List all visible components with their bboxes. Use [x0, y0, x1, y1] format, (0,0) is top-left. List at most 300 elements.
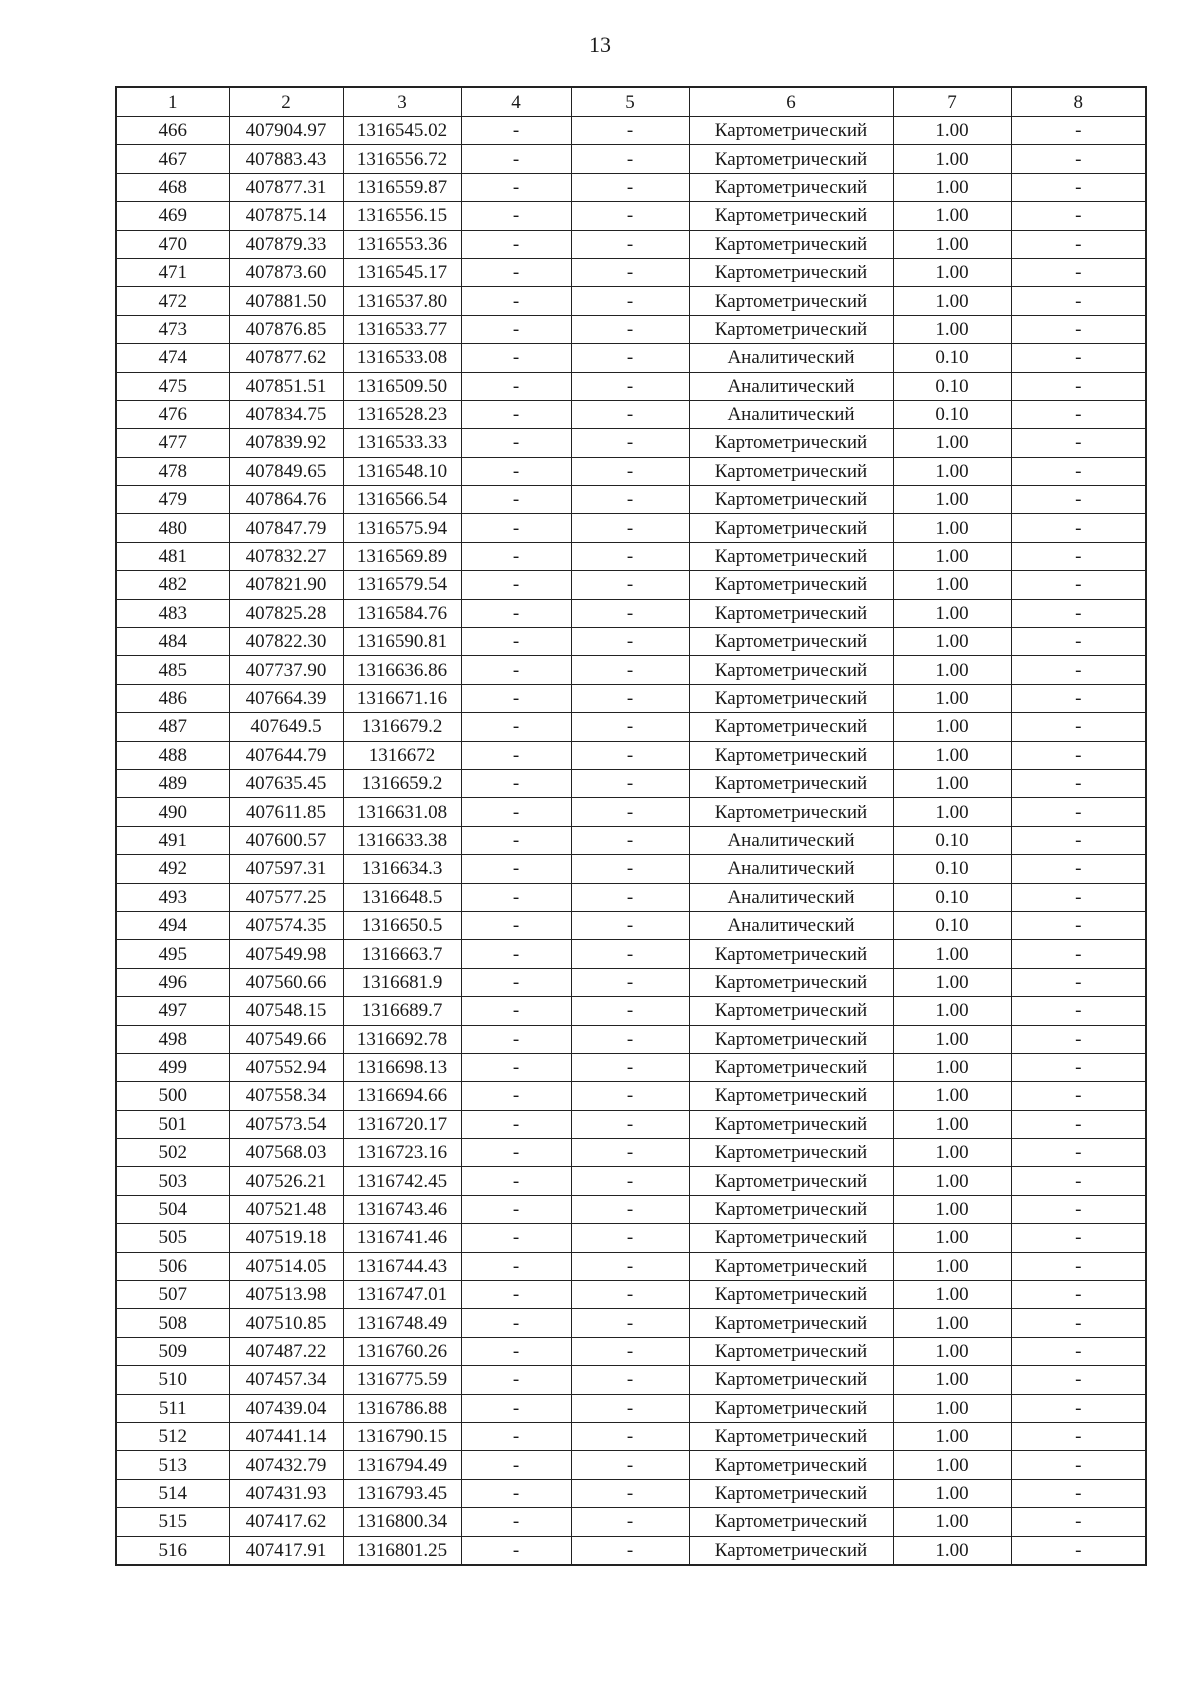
table-cell-col-1: 469: [116, 202, 229, 230]
table-cell-col-4: -: [461, 1479, 571, 1507]
table-cell-col-8: -: [1011, 911, 1146, 939]
table-cell-col-6: Картометрический: [689, 741, 893, 769]
table-cell-col-8: -: [1011, 1167, 1146, 1195]
table-cell-col-1: 502: [116, 1139, 229, 1167]
table-cell-col-1: 481: [116, 542, 229, 570]
table-cell-col-2: 407821.90: [229, 571, 343, 599]
table-cell-col-1: 509: [116, 1337, 229, 1365]
table-cell-col-3: 1316679.2: [343, 713, 461, 741]
table-cell-col-8: -: [1011, 315, 1146, 343]
table-cell-col-4: -: [461, 741, 571, 769]
table-cell-col-5: -: [571, 798, 689, 826]
table-cell-col-7: 1.00: [893, 968, 1011, 996]
table-cell-col-1: 495: [116, 940, 229, 968]
table-cell-col-1: 498: [116, 1025, 229, 1053]
table-cell-col-7: 1.00: [893, 997, 1011, 1025]
table-cell-col-4: -: [461, 1536, 571, 1565]
table-cell-col-5: -: [571, 542, 689, 570]
table-cell-col-1: 491: [116, 826, 229, 854]
table-cell-col-1: 510: [116, 1366, 229, 1394]
table-cell-col-4: -: [461, 599, 571, 627]
table-cell-col-3: 1316742.45: [343, 1167, 461, 1195]
table-cell-col-7: 1.00: [893, 1110, 1011, 1138]
table-row: [116, 1110, 1146, 1138]
table-cell-col-7: 1.00: [893, 1025, 1011, 1053]
table-cell-col-6: Картометрический: [689, 202, 893, 230]
table-cell-col-3: 1316743.46: [343, 1195, 461, 1223]
table-cell-col-5: -: [571, 117, 689, 145]
table-cell-col-1: 490: [116, 798, 229, 826]
table-cell-col-5: -: [571, 1167, 689, 1195]
table-row: [116, 1366, 1146, 1394]
table-row: [116, 1394, 1146, 1422]
table-cell-col-8: -: [1011, 1082, 1146, 1110]
table-cell-col-6: Аналитический: [689, 400, 893, 428]
table-cell-col-2: 407519.18: [229, 1224, 343, 1252]
table-cell-col-1: 512: [116, 1422, 229, 1450]
table-cell-col-7: 1.00: [893, 230, 1011, 258]
table-cell-col-3: 1316698.13: [343, 1053, 461, 1081]
table-cell-col-7: 1.00: [893, 287, 1011, 315]
table-cell-col-4: -: [461, 883, 571, 911]
table-cell-col-8: -: [1011, 372, 1146, 400]
table-cell-col-8: -: [1011, 656, 1146, 684]
table-cell-col-1: 479: [116, 486, 229, 514]
table-cell-col-3: 1316537.80: [343, 287, 461, 315]
table-cell-col-5: -: [571, 400, 689, 428]
table-cell-col-2: 407597.31: [229, 855, 343, 883]
table-cell-col-5: -: [571, 372, 689, 400]
table-cell-col-2: 407832.27: [229, 542, 343, 570]
table-cell-col-7: 0.10: [893, 372, 1011, 400]
table-cell-col-8: -: [1011, 798, 1146, 826]
table-row: [116, 258, 1146, 286]
table-cell-col-3: 1316545.02: [343, 117, 461, 145]
table-row: [116, 486, 1146, 514]
table-cell-col-3: 1316723.16: [343, 1139, 461, 1167]
table-cell-col-1: 505: [116, 1224, 229, 1252]
table-cell-col-7: 1.00: [893, 117, 1011, 145]
table-cell-col-8: -: [1011, 1337, 1146, 1365]
table-cell-col-5: -: [571, 741, 689, 769]
table-cell-col-2: 407847.79: [229, 514, 343, 542]
table-row: [116, 1025, 1146, 1053]
table-row: [116, 741, 1146, 769]
table-cell-col-6: Картометрический: [689, 1508, 893, 1536]
table-cell-col-3: 1316689.7: [343, 997, 461, 1025]
table-row: [116, 684, 1146, 712]
table-cell-col-2: 407513.98: [229, 1281, 343, 1309]
table-row: [116, 1309, 1146, 1337]
table-row: [116, 1281, 1146, 1309]
table-cell-col-3: 1316559.87: [343, 173, 461, 201]
table-cell-col-4: -: [461, 1366, 571, 1394]
table-cell-col-4: -: [461, 344, 571, 372]
table-cell-col-2: 407877.31: [229, 173, 343, 201]
table-cell-col-7: 1.00: [893, 798, 1011, 826]
table-cell-col-2: 407432.79: [229, 1451, 343, 1479]
table-cell-col-3: 1316556.15: [343, 202, 461, 230]
table-row: [116, 599, 1146, 627]
table-cell-col-3: 1316659.2: [343, 769, 461, 797]
table-cell-col-6: Картометрический: [689, 1139, 893, 1167]
column-header-3: 3: [343, 87, 461, 117]
table-cell-col-3: 1316631.08: [343, 798, 461, 826]
table-cell-col-1: 477: [116, 429, 229, 457]
table-cell-col-7: 1.00: [893, 1394, 1011, 1422]
table-cell-col-3: 1316793.45: [343, 1479, 461, 1507]
table-cell-col-3: 1316556.72: [343, 145, 461, 173]
table-cell-col-7: 1.00: [893, 1479, 1011, 1507]
table-cell-col-7: 1.00: [893, 1082, 1011, 1110]
column-header-4: 4: [461, 87, 571, 117]
table-cell-col-6: Картометрический: [689, 1025, 893, 1053]
table-cell-col-5: -: [571, 1281, 689, 1309]
table-cell-col-3: 1316590.81: [343, 628, 461, 656]
table-cell-col-2: 407825.28: [229, 599, 343, 627]
table-cell-col-5: -: [571, 628, 689, 656]
table-cell-col-1: 506: [116, 1252, 229, 1280]
table-cell-col-6: Картометрический: [689, 940, 893, 968]
table-cell-col-5: -: [571, 769, 689, 797]
table-row: [116, 1508, 1146, 1536]
table-row: [116, 173, 1146, 201]
table-cell-col-1: 478: [116, 457, 229, 485]
table-cell-col-2: 407417.91: [229, 1536, 343, 1565]
table-cell-col-6: Картометрический: [689, 542, 893, 570]
table-cell-col-5: -: [571, 315, 689, 343]
table-cell-col-8: -: [1011, 599, 1146, 627]
header-row: [116, 87, 1146, 117]
table-cell-col-2: 407439.04: [229, 1394, 343, 1422]
table-cell-col-7: 0.10: [893, 911, 1011, 939]
table-cell-col-8: -: [1011, 542, 1146, 570]
table-cell-col-5: -: [571, 1422, 689, 1450]
table-cell-col-7: 1.00: [893, 940, 1011, 968]
table-cell-col-7: 1.00: [893, 741, 1011, 769]
table-cell-col-1: 507: [116, 1281, 229, 1309]
table-cell-col-4: -: [461, 1082, 571, 1110]
table-row: [116, 1167, 1146, 1195]
table-cell-col-7: 1.00: [893, 258, 1011, 286]
table-cell-col-3: 1316692.78: [343, 1025, 461, 1053]
table-cell-col-4: -: [461, 1508, 571, 1536]
table-row: [116, 968, 1146, 996]
table-cell-col-2: 407635.45: [229, 769, 343, 797]
table-cell-col-7: 1.00: [893, 173, 1011, 201]
table-cell-col-6: Картометрический: [689, 287, 893, 315]
table-cell-col-7: 1.00: [893, 1053, 1011, 1081]
table-cell-col-4: -: [461, 429, 571, 457]
table-cell-col-6: Картометрический: [689, 315, 893, 343]
table-cell-col-4: -: [461, 997, 571, 1025]
table-cell-col-7: 0.10: [893, 855, 1011, 883]
table-cell-col-4: -: [461, 656, 571, 684]
table-cell-col-7: 1.00: [893, 542, 1011, 570]
table-cell-col-4: -: [461, 911, 571, 939]
table-cell-col-3: 1316548.10: [343, 457, 461, 485]
table-cell-col-3: 1316509.50: [343, 372, 461, 400]
table-cell-col-7: 1.00: [893, 769, 1011, 797]
table-cell-col-5: -: [571, 1479, 689, 1507]
table-cell-col-5: -: [571, 457, 689, 485]
table-cell-col-3: 1316671.16: [343, 684, 461, 712]
table-row: [116, 826, 1146, 854]
table-cell-col-8: -: [1011, 713, 1146, 741]
table-cell-col-4: -: [461, 145, 571, 173]
table-cell-col-5: -: [571, 1508, 689, 1536]
table-cell-col-4: -: [461, 1422, 571, 1450]
table-cell-col-3: 1316533.08: [343, 344, 461, 372]
table-cell-col-2: 407879.33: [229, 230, 343, 258]
table-row: [116, 1195, 1146, 1223]
table-cell-col-6: Картометрический: [689, 258, 893, 286]
table-cell-col-3: 1316663.7: [343, 940, 461, 968]
table-cell-col-5: -: [571, 202, 689, 230]
table-cell-col-5: -: [571, 883, 689, 911]
table-cell-col-3: 1316672: [343, 741, 461, 769]
table-cell-col-1: 501: [116, 1110, 229, 1138]
table-cell-col-2: 407526.21: [229, 1167, 343, 1195]
table-cell-col-6: Картометрический: [689, 798, 893, 826]
table-cell-col-5: -: [571, 599, 689, 627]
table-cell-col-4: -: [461, 514, 571, 542]
table-cell-col-6: Картометрический: [689, 1195, 893, 1223]
table-cell-col-7: 1.00: [893, 429, 1011, 457]
table-cell-col-5: -: [571, 1451, 689, 1479]
table-row: [116, 457, 1146, 485]
table-cell-col-2: 407514.05: [229, 1252, 343, 1280]
table-row: [116, 145, 1146, 173]
table-row: [116, 1479, 1146, 1507]
table-cell-col-8: -: [1011, 202, 1146, 230]
table-body: [116, 117, 1146, 1565]
table-cell-col-7: 1.00: [893, 656, 1011, 684]
table-cell-col-4: -: [461, 968, 571, 996]
table-cell-col-1: 485: [116, 656, 229, 684]
table-cell-col-2: 407883.43: [229, 145, 343, 173]
table-cell-col-8: -: [1011, 1110, 1146, 1138]
table-cell-col-7: 1.00: [893, 1451, 1011, 1479]
table-cell-col-1: 475: [116, 372, 229, 400]
table-cell-col-5: -: [571, 1366, 689, 1394]
table-cell-col-5: -: [571, 713, 689, 741]
table-cell-col-7: 0.10: [893, 826, 1011, 854]
table-cell-col-2: 407573.54: [229, 1110, 343, 1138]
table-cell-col-7: 1.00: [893, 684, 1011, 712]
table-cell-col-5: -: [571, 173, 689, 201]
table-row: [116, 1536, 1146, 1565]
table-cell-col-4: -: [461, 1451, 571, 1479]
table-cell-col-2: 407822.30: [229, 628, 343, 656]
table-cell-col-5: -: [571, 145, 689, 173]
table-cell-col-7: 1.00: [893, 1195, 1011, 1223]
table-cell-col-2: 407849.65: [229, 457, 343, 485]
table-cell-col-3: 1316648.5: [343, 883, 461, 911]
table-cell-col-2: 407552.94: [229, 1053, 343, 1081]
table-cell-col-8: -: [1011, 940, 1146, 968]
table-cell-col-2: 407441.14: [229, 1422, 343, 1450]
table-cell-col-2: 407487.22: [229, 1337, 343, 1365]
table-cell-col-7: 1.00: [893, 1422, 1011, 1450]
table-cell-col-8: -: [1011, 117, 1146, 145]
table-cell-col-5: -: [571, 1139, 689, 1167]
table-cell-col-5: -: [571, 968, 689, 996]
table-header: [116, 87, 1146, 117]
table-cell-col-3: 1316633.38: [343, 826, 461, 854]
table-cell-col-3: 1316650.5: [343, 911, 461, 939]
table-cell-col-6: Картометрический: [689, 769, 893, 797]
table-cell-col-1: 513: [116, 1451, 229, 1479]
table-cell-col-8: -: [1011, 571, 1146, 599]
table-cell-col-6: Картометрический: [689, 997, 893, 1025]
table-cell-col-7: 1.00: [893, 599, 1011, 627]
table-row: [116, 287, 1146, 315]
table-cell-col-6: Картометрический: [689, 1451, 893, 1479]
table-cell-col-7: 1.00: [893, 628, 1011, 656]
table-cell-col-4: -: [461, 202, 571, 230]
table-cell-col-1: 497: [116, 997, 229, 1025]
table-cell-col-4: -: [461, 1281, 571, 1309]
table-cell-col-3: 1316786.88: [343, 1394, 461, 1422]
table-cell-col-2: 407873.60: [229, 258, 343, 286]
table-cell-col-5: -: [571, 571, 689, 599]
table-cell-col-2: 407664.39: [229, 684, 343, 712]
table-row: [116, 571, 1146, 599]
table-cell-col-2: 407457.34: [229, 1366, 343, 1394]
table-row: [116, 542, 1146, 570]
table-cell-col-6: Картометрический: [689, 457, 893, 485]
table-cell-col-3: 1316741.46: [343, 1224, 461, 1252]
table-row: [116, 1139, 1146, 1167]
table-cell-col-6: Картометрический: [689, 1422, 893, 1450]
table-cell-col-8: -: [1011, 1479, 1146, 1507]
table-cell-col-4: -: [461, 1025, 571, 1053]
table-row: [116, 400, 1146, 428]
table-cell-col-2: 407548.15: [229, 997, 343, 1025]
table-row: [116, 997, 1146, 1025]
table-cell-col-5: -: [571, 486, 689, 514]
table-cell-col-4: -: [461, 1252, 571, 1280]
table-row: [116, 798, 1146, 826]
table-cell-col-7: 0.10: [893, 344, 1011, 372]
table-row: [116, 713, 1146, 741]
table-cell-col-6: Картометрический: [689, 713, 893, 741]
table-cell-col-1: 500: [116, 1082, 229, 1110]
table-cell-col-8: -: [1011, 997, 1146, 1025]
table-row: [116, 117, 1146, 145]
table-cell-col-8: -: [1011, 1053, 1146, 1081]
table-cell-col-4: -: [461, 287, 571, 315]
table-cell-col-6: Аналитический: [689, 883, 893, 911]
table-row: [116, 344, 1146, 372]
table-cell-col-3: 1316533.33: [343, 429, 461, 457]
table-cell-col-1: 503: [116, 1167, 229, 1195]
table-cell-col-5: -: [571, 1252, 689, 1280]
table-cell-col-5: -: [571, 1309, 689, 1337]
table-cell-col-5: -: [571, 1110, 689, 1138]
table-cell-col-8: -: [1011, 1451, 1146, 1479]
table-cell-col-4: -: [461, 457, 571, 485]
table-row: [116, 230, 1146, 258]
table-cell-col-1: 515: [116, 1508, 229, 1536]
table-cell-col-5: -: [571, 656, 689, 684]
table-cell-col-4: -: [461, 1394, 571, 1422]
table-cell-col-4: -: [461, 230, 571, 258]
table-cell-col-4: -: [461, 1167, 571, 1195]
table-cell-col-3: 1316566.54: [343, 486, 461, 514]
table-cell-col-2: 407560.66: [229, 968, 343, 996]
table-row: [116, 429, 1146, 457]
table-cell-col-4: -: [461, 684, 571, 712]
table-cell-col-6: Картометрический: [689, 1337, 893, 1365]
table-cell-col-8: -: [1011, 344, 1146, 372]
table-cell-col-1: 467: [116, 145, 229, 173]
coordinates-table: [115, 86, 1147, 1566]
table-cell-col-6: Картометрический: [689, 1309, 893, 1337]
table-cell-col-7: 1.00: [893, 315, 1011, 343]
table-cell-col-5: -: [571, 287, 689, 315]
table-cell-col-8: -: [1011, 400, 1146, 428]
table-cell-col-8: -: [1011, 684, 1146, 712]
table-cell-col-3: 1316681.9: [343, 968, 461, 996]
table-cell-col-3: 1316553.36: [343, 230, 461, 258]
table-cell-col-8: -: [1011, 855, 1146, 883]
table-cell-col-2: 407881.50: [229, 287, 343, 315]
table-cell-col-2: 407851.51: [229, 372, 343, 400]
table-cell-col-8: -: [1011, 429, 1146, 457]
table-cell-col-6: Аналитический: [689, 855, 893, 883]
table-cell-col-8: -: [1011, 287, 1146, 315]
table-cell-col-3: 1316636.86: [343, 656, 461, 684]
table-cell-col-3: 1316528.23: [343, 400, 461, 428]
table-cell-col-2: 407876.85: [229, 315, 343, 343]
table-cell-col-2: 407834.75: [229, 400, 343, 428]
table-cell-col-7: 1.00: [893, 1281, 1011, 1309]
table-cell-col-1: 483: [116, 599, 229, 627]
table-cell-col-4: -: [461, 798, 571, 826]
table-cell-col-4: -: [461, 1195, 571, 1223]
table-cell-col-3: 1316790.15: [343, 1422, 461, 1450]
table-cell-col-4: -: [461, 940, 571, 968]
table-cell-col-8: -: [1011, 883, 1146, 911]
column-header-7: 7: [893, 87, 1011, 117]
table-cell-col-1: 472: [116, 287, 229, 315]
table-cell-col-1: 504: [116, 1195, 229, 1223]
table-cell-col-6: Картометрический: [689, 571, 893, 599]
table-cell-col-7: 1.00: [893, 145, 1011, 173]
table-row: [116, 911, 1146, 939]
table-cell-col-8: -: [1011, 1536, 1146, 1565]
table-cell-col-2: 407549.66: [229, 1025, 343, 1053]
table-cell-col-7: 1.00: [893, 1167, 1011, 1195]
table-cell-col-8: -: [1011, 1394, 1146, 1422]
table-cell-col-2: 407417.62: [229, 1508, 343, 1536]
table-cell-col-6: Аналитический: [689, 344, 893, 372]
table-cell-col-1: 476: [116, 400, 229, 428]
table-cell-col-5: -: [571, 826, 689, 854]
table-cell-col-8: -: [1011, 741, 1146, 769]
table-cell-col-3: 1316744.43: [343, 1252, 461, 1280]
table-cell-col-2: 407577.25: [229, 883, 343, 911]
table-cell-col-1: 484: [116, 628, 229, 656]
table-cell-col-4: -: [461, 628, 571, 656]
table-cell-col-5: -: [571, 1394, 689, 1422]
table-cell-col-6: Картометрический: [689, 117, 893, 145]
table-cell-col-4: -: [461, 315, 571, 343]
table-cell-col-8: -: [1011, 1309, 1146, 1337]
table-cell-col-7: 0.10: [893, 883, 1011, 911]
